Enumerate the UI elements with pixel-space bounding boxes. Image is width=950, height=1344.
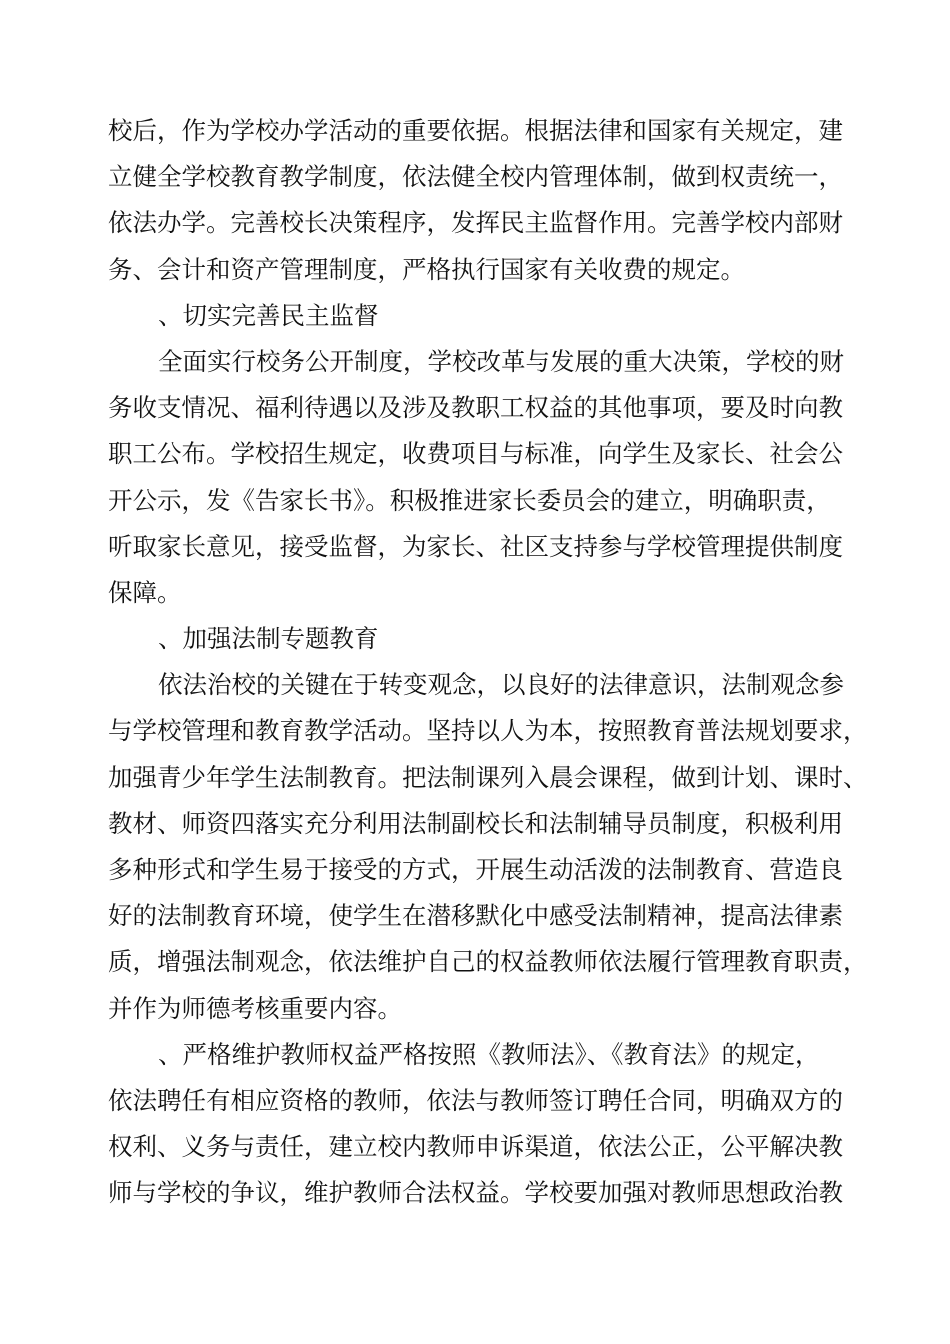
text-line: 立健全学校教育教学制度，依法健全校内管理体制，做到权责统一，	[108, 162, 843, 192]
text-line: 质，增强法制观念，依法维护自己的权益教师依法履行管理教育职责，	[108, 947, 868, 977]
document-body	[108, 108, 868, 1217]
paragraph-first-line: 全面实行校务公开制度，学校改革与发展的重大决策，学校的财	[158, 346, 844, 376]
text-line: 并作为师德考核重要内容。	[108, 993, 402, 1023]
section-heading: 、切实完善民主监督	[158, 300, 379, 330]
text-line: 师与学校的争议，维护教师合法权益。学校要加强对教师思想政治教	[108, 1178, 843, 1208]
section-heading: 、加强法制专题教育	[158, 624, 379, 654]
text-line: 依法办学。完善校长决策程序，发挥民主监督作用。完善学校内部财	[108, 208, 843, 238]
text-line: 依法聘任有相应资格的教师，依法与教师签订聘任合同，明确双方的	[108, 1085, 843, 1115]
text-line: 开公示，发《告家长书》。积极推进家长委员会的建立，明确职责，	[108, 485, 831, 515]
paragraph-first-line: 依法治校的关键在于转变观念，以良好的法律意识，法制观念参	[158, 670, 844, 700]
text-line: 保障。	[108, 577, 182, 607]
text-line: 权利、义务与责任，建立校内教师申诉渠道，依法公正，公平解决教	[108, 1132, 843, 1162]
text-line: 与学校管理和教育教学活动。坚持以人为本，按照教育普法规划要求，	[108, 716, 868, 746]
text-line: 教材、师资四落实充分利用法制副校长和法制辅导员制度，积极利用	[108, 808, 843, 838]
text-line: 务、会计和资产管理制度，严格执行国家有关收费的规定。	[108, 254, 745, 284]
text-line: 多种形式和学生易于接受的方式，开展生动活泼的法制教育、营造良	[108, 855, 843, 884]
text-line: 好的法制教育环境，使学生在潜移默化中感受法制精神，提高法律素	[108, 901, 843, 931]
text-line: 职工公布。学校招生规定，收费项目与标准，向学生及家长、社会公	[108, 439, 843, 469]
text-line: 听取家长意见，接受监督，为家长、社区支持参与学校管理提供制度	[108, 531, 843, 561]
text-line: 加强青少年学生法制教育。把法制课列入晨会课程，做到计划、课时、	[108, 762, 868, 792]
text-line: 务收支情况、福利待遇以及涉及教职工权益的其他事项，要及时向教	[108, 393, 843, 423]
section-heading: 、严格维护教师权益严格按照《教师法》、《教育法》的规定，	[158, 1039, 820, 1069]
text-line: 校后，作为学校办学活动的重要依据。根据法律和国家有关规定，建	[108, 116, 843, 145]
